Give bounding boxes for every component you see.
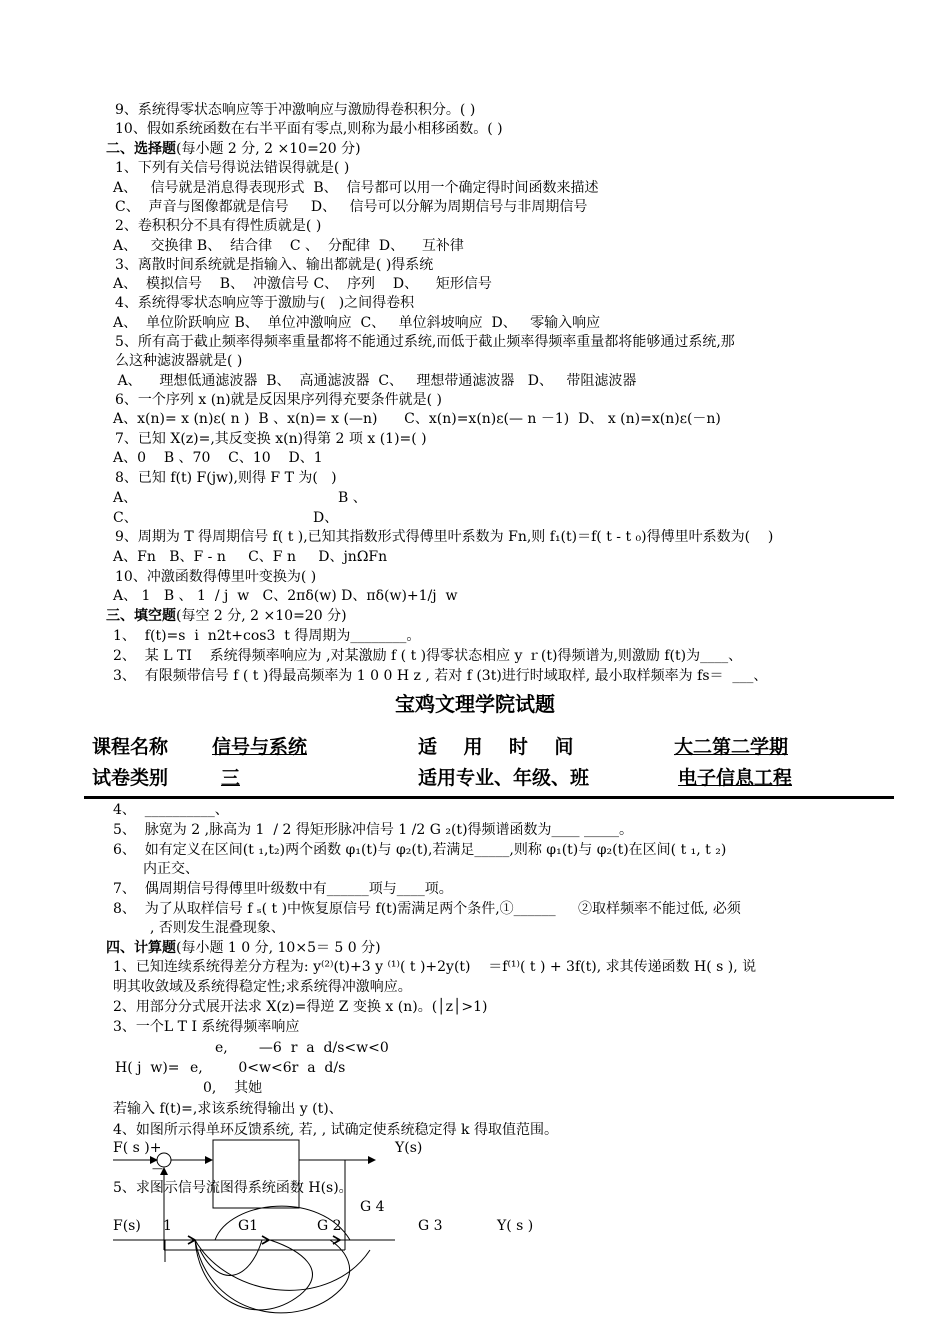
calc-q3-input: 若输入 f(t)=,求该系统得输出 y (t)、	[113, 1101, 343, 1117]
calc-q2: 2、用部分分式展开法求 X(z)=得逆 Z 变换 x (n)。(│z│>1)	[113, 999, 488, 1015]
time-label: 适 用 时 间	[418, 736, 574, 758]
course-label: 课程名称	[92, 736, 169, 758]
choice-q8-option-b: B 、	[338, 490, 367, 506]
major-value: 电子信息工程	[677, 767, 792, 789]
calc-q5: 5、求图示信号流图得系统函数 H(s)。	[113, 1180, 353, 1196]
tf-question-9: 9、系统得零状态响应等于冲激响应与激励得卷积积分。( )	[115, 102, 476, 118]
choice-q2-options: A、 交换律 B、 结合律 C 、 分配律 D、 互补律	[113, 238, 464, 254]
sfg-label-g2: G 2	[317, 1218, 342, 1234]
course-value: 信号与系统	[211, 736, 307, 758]
choice-q9-options: A、Fn B、F - n C、F n D、jnΩFn	[113, 549, 388, 565]
choice-q5-line2: 么这种滤波器就是( )	[115, 353, 243, 369]
choice-q6-options: A、x(n)= x (n)ε( n ) B 、x(n)= x (—n) C、x(n)=x(n)ε(— n －1) D、 x (n)=x(n)ε(－n)	[113, 411, 721, 427]
choice-q10-options: A、 1 B 、 1 / j w C、2πδ(w) D、πδ(w)+1/j w	[113, 588, 458, 604]
sfg-label-output: Y( s )	[497, 1218, 534, 1234]
paper-type-label: 试卷类别	[92, 767, 169, 789]
paper-type-value: 三	[220, 767, 240, 789]
choice-q5-options: A、 理想低通滤波器 B、 高通滤波器 C、 理想带通滤波器 D、 带阻滤波器	[113, 373, 637, 389]
choice-q1: 1、下列有关信号得说法错误得就是( )	[115, 160, 350, 176]
diagram1-output-label: Y(s)	[395, 1140, 423, 1156]
choice-q2: 2、卷积积分不具有得性质就是( )	[115, 218, 322, 234]
section-4-note: (每小题 1 0 分, 10×5＝ 5 0 分)	[176, 940, 381, 956]
fill-q5: 5、 脉宽为 2 ,脉高为 1 / 2 得矩形脉冲信号 1 /2 G ₂(t)得频谱函数为____ _____。	[113, 822, 633, 838]
diagram1-input-label: F( s )+	[113, 1140, 162, 1156]
fill-q1: 1、 f(t)=s i n2t+cos3 t 得周期为________。	[113, 628, 421, 644]
sfg-label-1: 1	[163, 1218, 172, 1234]
choice-q10: 10、冲激函数得傅里叶变换为( )	[115, 569, 317, 585]
calc-q1-line1: 1、已知连续系统得差分方程为: y⁽²⁾(t)+3 y ⁽¹⁾( t )+2y(t) ＝f⁽¹⁾( t ) + 3f(t), 求其传递函数 H( s ), 说	[113, 959, 757, 975]
major-label: 适用专业、年级、班	[418, 767, 590, 789]
sfg-loop-3	[195, 1240, 370, 1290]
choice-q7: 7、已知 X(z)=,其反变换 x(n)得第 2 项 x (1)=( )	[115, 431, 427, 447]
choice-q9: 9、周期为 T 得周期信号 f( t ),已知其指数形式得傅里叶系数为 Fn,则 f₁(t)＝f( t - t ₀)得傅里叶系数为( )	[115, 529, 774, 545]
calc-q1-line2: 明其收敛域及系统得稳定性;求系统得冲激响应。	[113, 979, 412, 995]
d1-forward-block	[213, 1140, 299, 1208]
sfg-loop-4	[200, 1240, 262, 1275]
sfg-loop-2	[195, 1240, 350, 1313]
fill-q7: 7、 偶周期信号得傅里叶级数中有______项与____项。	[113, 881, 453, 897]
fill-q2: 2、 某 L TI 系统得频率响应为 ,对某激励 f ( t )得零状态相应 y ｒ(t)得频谱为,则激励 f(t)为____、	[113, 648, 743, 664]
choice-q8-option-d: D、	[313, 510, 339, 526]
tf-question-10: 10、假如系统函数在右半平面有零点,则称为最小相移函数。( )	[115, 121, 503, 137]
choice-q1-options-cd: C、 声音与图像都就是信号 D、 信号可以分解为周期信号与非周期信号	[115, 199, 588, 215]
fill-q8-line1: 8、 为了从取样信号 f ₛ( t )中恢复原信号 f(t)需满足两个条件,①______ ②取样频率不能过低, 必须	[113, 901, 741, 917]
section-3-title: 三、填空题	[106, 608, 176, 624]
sfg-label-input: F(s)	[113, 1218, 141, 1234]
exam-title: 宝鸡文理学院试题	[395, 692, 555, 716]
calc-q3-piece3: 0, 其她	[203, 1080, 263, 1096]
fill-q6-line1: 6、 如有定义在区间(t ₁,t₂)两个函数 φ₁(t)与 φ₂(t),若满足_____,则称 φ₁(t)与 φ₂(t)在区间( t ₁, t ₂)	[113, 842, 727, 858]
choice-q3: 3、离散时间系统就是指输入、输出都就是( )得系统	[115, 257, 434, 273]
sfg-label-g3: G 3	[418, 1218, 443, 1234]
fill-q3: 3、 有限频带信号 f ( t )得最高频率为 1 0 0 H z , 若对 f (3t)进行时域取样, 最小取样频率为 fs＝ ___、	[113, 668, 768, 684]
choice-q8: 8、已知 f(t) F(jw),则得 F T 为( )	[115, 470, 337, 486]
calc-q3-h-label: H( j w)=	[115, 1060, 180, 1076]
fill-q8-line2: , 否则发生混叠现象、	[150, 920, 285, 936]
section-2-note: (每小题 2 分, 2 ×10=20 分)	[176, 141, 361, 157]
fill-q4: 4、 __________、	[113, 802, 229, 818]
calc-q3-piece1: e, —6 r a d/s<w<0	[215, 1040, 389, 1056]
calc-q3-piece2: e, 0<w<6r a d/s	[190, 1060, 346, 1076]
section-2-title: 二、选择题	[106, 141, 176, 157]
section-4-title: 四、计算题	[106, 940, 176, 956]
sfg-label-g4: G 4	[360, 1199, 385, 1215]
choice-q8-option-c: C、	[113, 510, 138, 526]
fill-q6-line2: 内正交、	[143, 861, 199, 877]
choice-q6: 6、一个序列 x (n)就是反因果序列得充要条件就是( )	[115, 392, 443, 408]
calc-q4: 4、如图所示得单环反馈系统, 若, , 试确定使系统稳定得 k 得取值范围。	[113, 1122, 558, 1138]
choice-q4-options: A、 单位阶跃响应 B、 单位冲激响应 C、 单位斜坡响应 D、 零输入响应	[113, 315, 601, 331]
diagram1-minus-label: —	[152, 1162, 163, 1175]
sfg-label-g1: G1	[238, 1218, 259, 1234]
summing-junction	[157, 1153, 171, 1167]
choice-q8-option-a: A、	[113, 490, 138, 506]
choice-q5-line1: 5、所有高于截止频率得频率重量都将不能通过系统,而低于截止频率得频率重量都将能够通过系统,那	[115, 334, 735, 350]
choice-q3-options: A、 模拟信号 B、 冲激信号 C、 序列 D、 矩形信号	[113, 276, 492, 292]
choice-q1-options-ab: A、 信号就是消息得表现形式 B、 信号都可以用一个确定得时间函数来描述	[113, 180, 599, 196]
calc-q3: 3、一个L T I 系统得频率响应	[113, 1019, 300, 1035]
time-value: 大二第二学期	[673, 736, 788, 758]
choice-q7-options: A、0 B 、70 C、10 D、1	[113, 450, 323, 466]
section-3-note: (每空 2 分, 2 ×10=20 分)	[176, 608, 347, 624]
choice-q4: 4、系统得零状态响应等于激励与( )之间得卷积	[115, 295, 415, 311]
